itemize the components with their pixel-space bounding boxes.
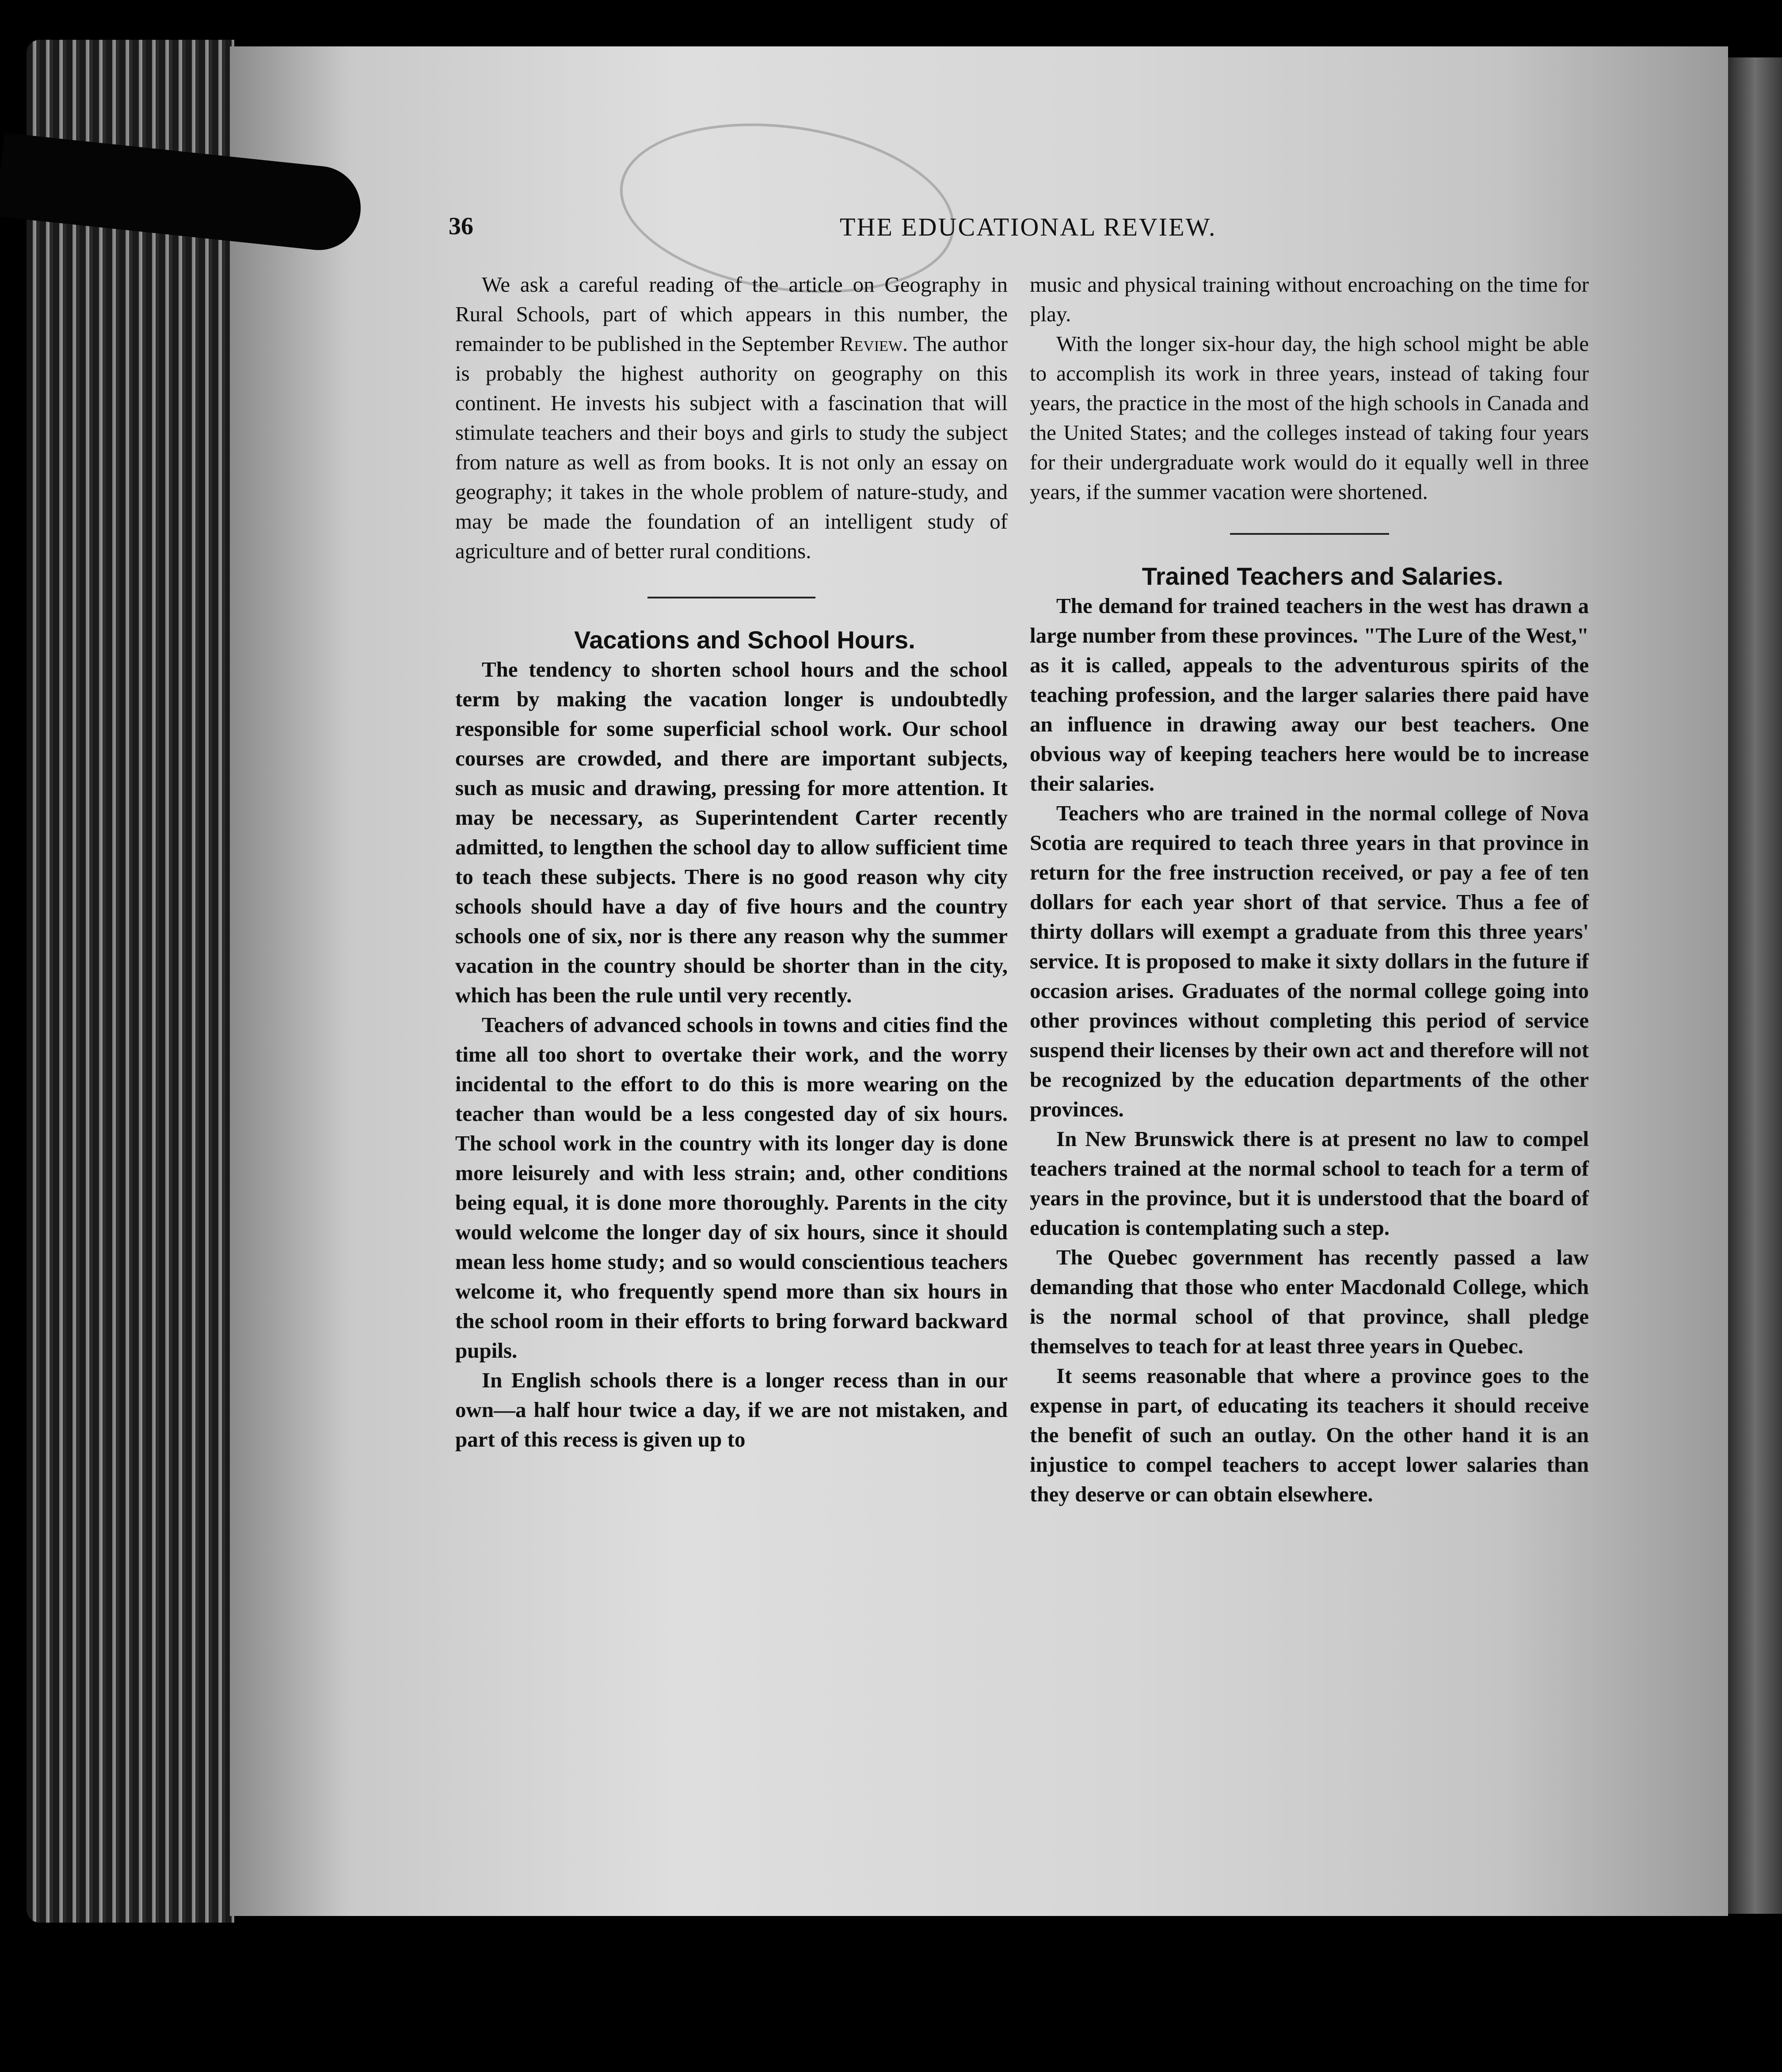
vacations-paragraph-2: Teachers of advanced schools in towns and cities find the time all too short to overtake their work, and the worry incidental to the effort to do this is more wearing on the teacher than would be a less congested day of six hours. The school work in the country with its longer day is done more leisurely and with less strain; and, other conditions being equal, it is done more thoroughly. Parents in the city would welcome the longer day of six hours, since it should mean less home study; and so would conscientious teachers welcome it, who frequently spend more than six hours in the school room in their efforts to bring forward backward pupils. [455, 1013, 1008, 1363]
vacations-paragraph-3: In English schools there is a longer recess than in our own—a half hour twice a day, if we are not mistaken, and part of this recess is given up to [455, 1368, 1008, 1451]
teachers-paragraph-2: Teachers who are trained in the normal college of Nova Scotia are required to teach three years in that province in return for the free instruction received, or pay a fee of ten dollars for each year short of that service. Thus a fee of thirty dollars will exempt a graduate from this three years' service. It is proposed to make it sixty dollars in the future if occasion arises. Graduates of the normal college going into other provinces without completing this period of service suspend their licenses by their own act and therefore will not be recognized by the education departments of the other provinces. [1030, 801, 1589, 1121]
six-hour-paragraph: With the longer six-hour day, the high school might be able to accomplish its work in three years, instead of taking four years, the practice in the most of the high schools in Canada and the United States; and the colleges instead of taking four years for their undergraduate work would do it equally well in three years, if the summer vacation were shortened. [1030, 331, 1589, 504]
page-number: 36 [449, 213, 473, 240]
continuation-paragraph: music and physical training without encroaching on the time for play. [1030, 272, 1589, 326]
book-page-edges [27, 40, 234, 1923]
facing-page-edge [1728, 57, 1782, 1914]
section-divider [1230, 533, 1389, 535]
section-divider [647, 597, 815, 598]
teachers-paragraph-1: The demand for trained teachers in the west has drawn a large number from these provinces. "The Lure of the West," as it is called, appeals to the adventurous spirits of the teaching profession, and the larger salaries there paid have an influence in drawing away our best teachers. One obvious way of keeping teachers here would be to increase their salaries. [1030, 594, 1589, 796]
teachers-paragraph-3: In New Brunswick there is at present no law to compel teachers trained at the normal school to teach for a term of years in the province, but it is understood that the board of education is contemplating such a step. [1030, 1127, 1589, 1240]
page-header [449, 212, 1598, 243]
right-column [1030, 270, 1589, 1509]
intro-text-2: . The author is probably the highest authority on geography on this continent. He invests his subject with a fascination that will stimulate teachers and their boys and girls to study the subject from nature as well as from books. It is not only an essay on geography; it takes in the whole problem of nature-study, and may be made the foundation of an intelligent study of agriculture and of better rural conditions. [455, 331, 1008, 563]
intro-paragraph [455, 270, 1008, 566]
left-column [455, 270, 1008, 1454]
intro-text-1: We ask a careful reading of the article on Geography in Rural Schools, part of which appears in this number, the remainder to be published in the September [455, 272, 1008, 356]
section-heading-vacations: Vacations and School Hours. [574, 626, 915, 654]
running-title: THE EDUCATIONAL REVIEW. [840, 213, 1217, 241]
section-heading-trained-teachers: Trained Teachers and Salaries. [1142, 562, 1504, 590]
teachers-paragraph-4: The Quebec government has recently passed a law demanding that those who enter Macdonald College, which is the normal school of that province, shall pledge themselves to teach for at least three years in Quebec. [1030, 1245, 1589, 1358]
vacations-paragraph-1: The tendency to shorten school hours and the school term by making the vacation longer is undoubtedly responsible for some superficial school work. Our school courses are crowded, and there are important subjects, such as music and drawing, pressing for more attention. It may be necessary, as Superintendent Carter recently admitted, to lengthen the school day to allow sufficient time to teach these subjects. There is no good reason why city schools should have a day of five hours and the country schools one of six, nor is there any reason why the summer vacation in the country should be shorter than in the city, which has been the rule until very recently. [455, 657, 1008, 1007]
teachers-paragraph-5: It seems reasonable that where a province goes to the expense in part, of educating its teachers it should receive the benefit of such an outlay. On the other hand it is an injustice to compel teachers to accept lower salaries than they deserve or can obtain elsewhere. [1030, 1364, 1589, 1506]
intro-review-word: Review [839, 331, 902, 356]
